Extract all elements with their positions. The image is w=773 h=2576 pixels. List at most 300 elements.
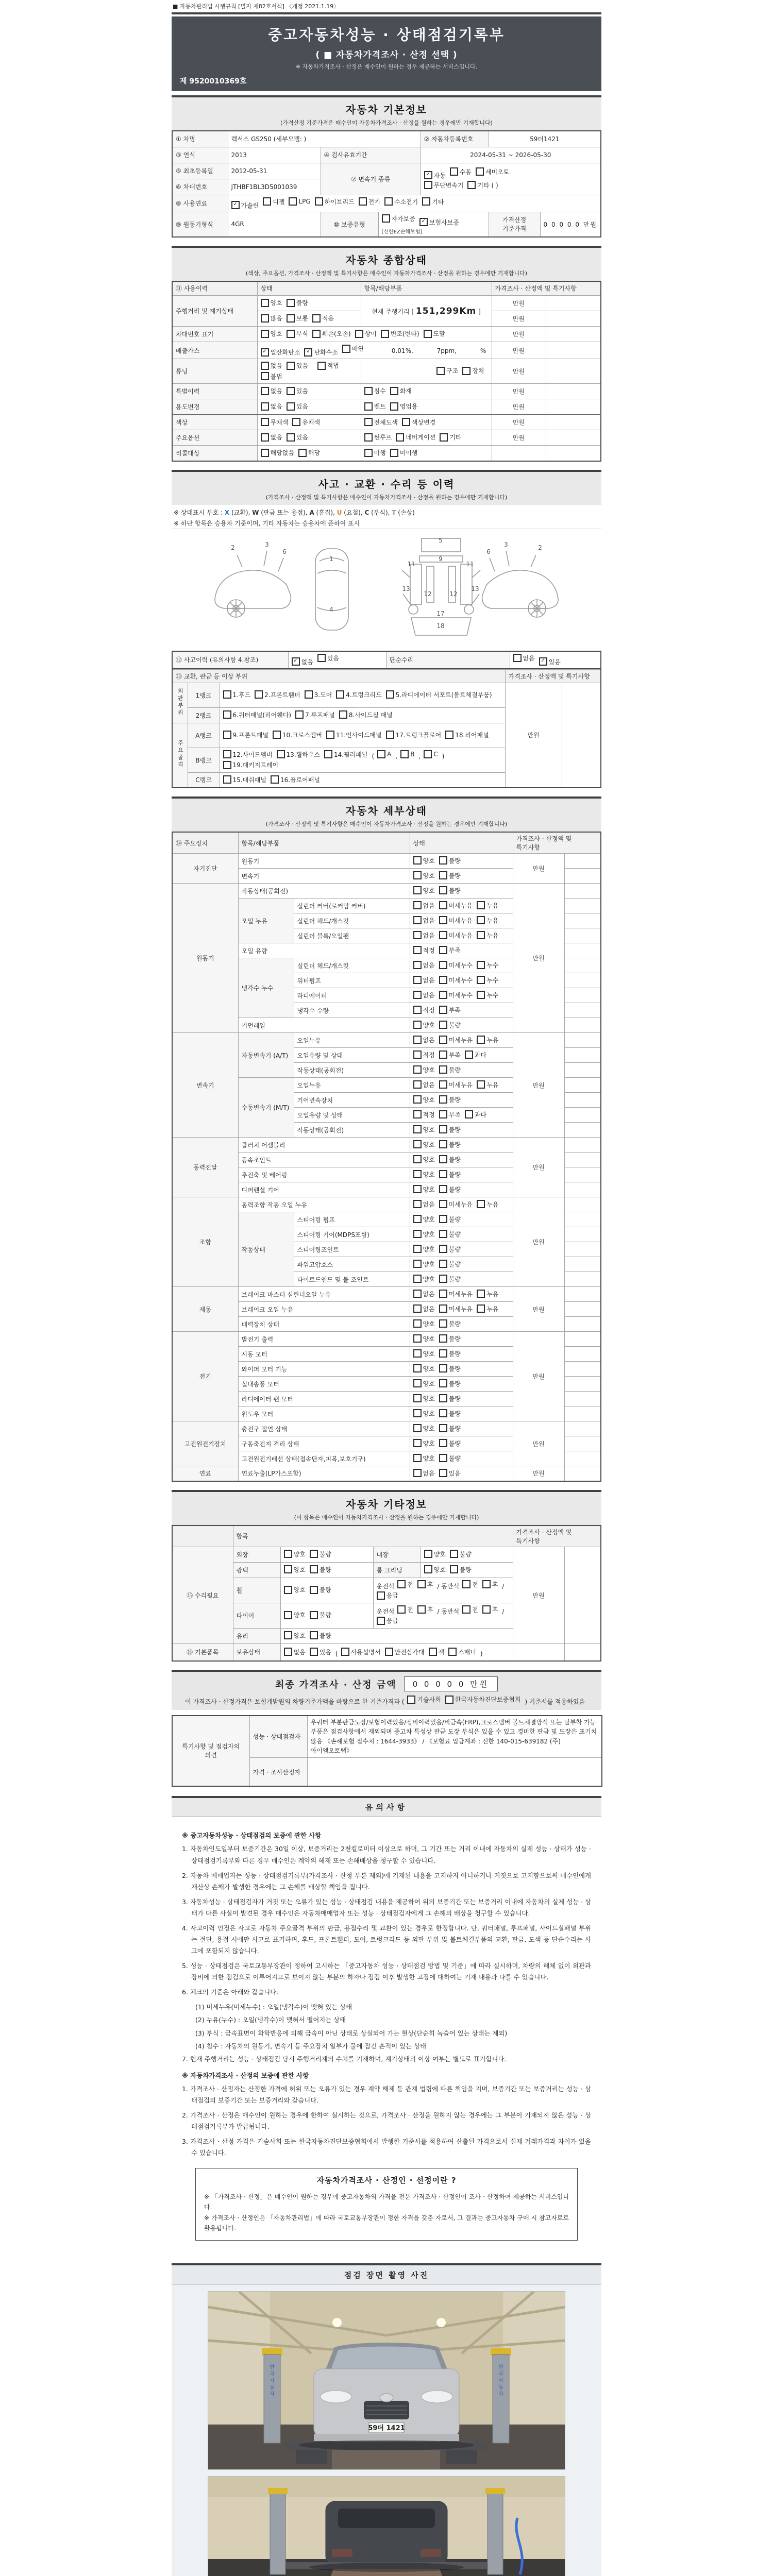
checkbox-box[interactable] — [261, 314, 269, 323]
checkbox-box[interactable] — [413, 1379, 422, 1387]
checkbox-box[interactable]: ✓ — [261, 348, 269, 357]
checkbox-box[interactable] — [450, 1550, 458, 1558]
checkbox-스패너[interactable] — [448, 1648, 476, 1656]
checkbox-미세누유[interactable] — [439, 901, 473, 910]
checkbox-box[interactable] — [287, 314, 295, 323]
checkbox-디젤[interactable] — [263, 197, 284, 206]
checkbox-있음[interactable] — [287, 386, 308, 395]
checkbox-box[interactable] — [439, 1230, 447, 1238]
checkbox-box[interactable] — [223, 750, 231, 758]
checkbox-렌트[interactable] — [364, 402, 386, 411]
checkbox-가솔린[interactable] — [231, 201, 259, 210]
checkbox-누수[interactable] — [477, 961, 498, 970]
checkbox-box[interactable] — [413, 1110, 422, 1118]
checkbox-box[interactable] — [450, 1565, 458, 1573]
checkbox-box[interactable] — [439, 1334, 447, 1343]
checkbox-box[interactable] — [223, 710, 231, 719]
checkbox-box[interactable] — [255, 690, 263, 699]
checkbox-box[interactable] — [336, 690, 344, 699]
checkbox-양호[interactable] — [413, 871, 435, 880]
checkbox-없음[interactable] — [413, 1290, 435, 1298]
checkbox-전[interactable] — [397, 1580, 413, 1589]
checkbox-box[interactable] — [355, 330, 363, 338]
checkbox-17.트렁크플로어[interactable] — [386, 731, 442, 739]
checkbox-box[interactable] — [364, 402, 373, 411]
checkbox-양호[interactable] — [413, 1349, 435, 1358]
checkbox-box[interactable] — [223, 761, 231, 769]
checkbox-box[interactable] — [448, 1648, 457, 1656]
checkbox-양호[interactable] — [424, 1565, 446, 1574]
checkbox-무채색[interactable] — [261, 418, 289, 427]
checkbox-box[interactable] — [310, 1550, 318, 1558]
checkbox-box[interactable] — [413, 886, 422, 894]
checkbox-box[interactable] — [439, 1394, 447, 1402]
checkbox-침수[interactable] — [364, 386, 386, 395]
checkbox-수소전기[interactable] — [384, 197, 418, 206]
checkbox-box[interactable] — [287, 330, 295, 338]
checkbox-box[interactable] — [439, 1424, 447, 1432]
checkbox-box[interactable] — [413, 916, 422, 924]
checkbox-없음[interactable] — [261, 433, 282, 442]
checkbox-box[interactable] — [305, 690, 313, 699]
checkbox-A[interactable] — [377, 750, 391, 758]
checkbox-box[interactable] — [417, 1605, 426, 1614]
checkbox-box[interactable] — [439, 886, 447, 894]
checkbox-box[interactable] — [359, 197, 367, 206]
checkbox-box[interactable] — [439, 1080, 447, 1089]
checkbox-14.필러패널[interactable] — [324, 750, 367, 759]
checkbox-탄화수소[interactable] — [304, 348, 338, 357]
checkbox-box[interactable] — [413, 871, 422, 879]
checkbox-기타 ( )[interactable] — [467, 181, 498, 190]
checkbox-box[interactable]: ✓ — [419, 218, 428, 226]
checkbox-box[interactable] — [292, 418, 300, 426]
checkbox-없음[interactable] — [413, 1304, 435, 1313]
checkbox-box[interactable] — [390, 402, 398, 411]
checkbox-box[interactable] — [310, 1586, 318, 1594]
checkbox-상이[interactable] — [355, 329, 377, 338]
checkbox-box[interactable] — [284, 1611, 292, 1619]
checkbox-불량[interactable] — [439, 1334, 461, 1343]
checkbox-box[interactable]: ✓ — [424, 171, 432, 179]
checkbox-box[interactable] — [261, 402, 269, 411]
checkbox-불량[interactable] — [439, 1230, 461, 1239]
checkbox-없음[interactable] — [413, 931, 435, 940]
checkbox-불량[interactable] — [439, 856, 461, 865]
checkbox-box[interactable] — [413, 1140, 422, 1148]
checkbox-box[interactable] — [439, 1215, 447, 1223]
checkbox-10.크로스멤버[interactable] — [273, 731, 322, 739]
checkbox-미세누유[interactable] — [439, 1080, 473, 1089]
checkbox-box[interactable] — [439, 1050, 447, 1059]
checkbox-box[interactable] — [287, 402, 295, 411]
checkbox-box[interactable]: ✓ — [231, 201, 240, 209]
checkbox-box[interactable] — [310, 1565, 318, 1573]
checkbox-box[interactable] — [477, 1200, 485, 1208]
checkbox-box[interactable] — [413, 1364, 422, 1372]
checkbox-있음[interactable] — [287, 402, 308, 411]
checkbox-많음[interactable] — [261, 314, 282, 323]
checkbox-box[interactable] — [477, 1036, 485, 1044]
checkbox-box[interactable] — [341, 1648, 349, 1656]
checkbox-불량[interactable] — [439, 1454, 461, 1463]
checkbox-부족[interactable] — [439, 946, 461, 955]
checkbox-box[interactable] — [439, 1065, 447, 1074]
checkbox-양호[interactable] — [413, 1170, 435, 1179]
checkbox-box[interactable] — [439, 1275, 447, 1283]
checkbox-box[interactable] — [312, 330, 321, 338]
checkbox-8.사이드실 패널[interactable] — [339, 710, 393, 719]
checkbox-불량[interactable] — [439, 871, 461, 880]
checkbox-box[interactable] — [287, 299, 295, 307]
checkbox-미이행[interactable] — [390, 448, 418, 457]
checkbox-box[interactable] — [284, 1550, 292, 1558]
checkbox-무단변속기[interactable] — [424, 181, 464, 190]
checkbox-불량[interactable] — [439, 1215, 461, 1224]
checkbox-box[interactable] — [413, 1290, 422, 1298]
checkbox-box[interactable] — [364, 387, 373, 395]
checkbox-없음[interactable] — [413, 1036, 435, 1044]
checkbox-box[interactable] — [477, 901, 485, 909]
checkbox-box[interactable] — [439, 901, 447, 909]
checkbox-box[interactable] — [284, 1648, 292, 1656]
checkbox-영업용[interactable] — [390, 402, 418, 411]
checkbox-미세누수[interactable] — [439, 961, 473, 970]
checkbox-불량[interactable] — [439, 1170, 461, 1179]
checkbox-누수[interactable] — [477, 976, 498, 985]
checkbox-box[interactable] — [377, 1617, 385, 1625]
checkbox-양호[interactable] — [413, 1379, 435, 1388]
checkbox-box[interactable] — [413, 1095, 422, 1104]
checkbox-훼손(오손)[interactable] — [312, 329, 351, 338]
checkbox-일산화탄소[interactable] — [261, 348, 300, 357]
checkbox-누유[interactable] — [477, 916, 498, 925]
checkbox-양호[interactable] — [284, 1550, 306, 1558]
checkbox-없음[interactable] — [413, 1080, 435, 1089]
checkbox-적정[interactable] — [413, 1006, 435, 1014]
checkbox-불량[interactable] — [439, 1260, 461, 1268]
checkbox-누유[interactable] — [477, 1290, 498, 1298]
checkbox-양호[interactable] — [413, 1185, 435, 1194]
checkbox-불량[interactable] — [439, 1424, 461, 1433]
checkbox-box[interactable] — [413, 1200, 422, 1208]
checkbox-미세누유[interactable] — [439, 931, 473, 940]
checkbox-없음[interactable] — [261, 361, 282, 370]
checkbox-장치[interactable] — [462, 366, 484, 375]
checkbox-box[interactable] — [385, 1648, 393, 1656]
checkbox-box[interactable] — [413, 1409, 422, 1417]
checkbox-box[interactable] — [439, 856, 447, 865]
checkbox-box[interactable] — [413, 1185, 422, 1193]
checkbox-box[interactable] — [263, 197, 271, 206]
checkbox-불량[interactable] — [439, 1065, 461, 1074]
checkbox-자가보증[interactable] — [382, 214, 415, 223]
checkbox-변조(변타)[interactable] — [381, 329, 419, 338]
checkbox-box[interactable] — [450, 167, 458, 176]
checkbox-양호[interactable] — [413, 1065, 435, 1074]
checkbox-box[interactable] — [396, 433, 404, 442]
checkbox-불량[interactable] — [439, 1155, 461, 1164]
checkbox-후[interactable] — [417, 1605, 433, 1614]
checkbox-box[interactable] — [407, 1696, 415, 1704]
checkbox-적정[interactable] — [413, 946, 435, 955]
checkbox-box[interactable] — [439, 1006, 447, 1014]
checkbox-불량[interactable] — [439, 1140, 461, 1149]
checkbox-불량[interactable] — [439, 1245, 461, 1253]
checkbox-box[interactable] — [364, 418, 373, 426]
checkbox-전기[interactable] — [359, 197, 380, 206]
checkbox-box[interactable] — [477, 976, 485, 984]
checkbox-양호[interactable] — [413, 1230, 435, 1239]
checkbox-box[interactable] — [413, 1245, 422, 1253]
checkbox-box[interactable] — [317, 654, 326, 662]
checkbox-미세누유[interactable] — [439, 1304, 473, 1313]
checkbox-불량[interactable] — [439, 1379, 461, 1388]
checkbox-box[interactable] — [439, 1364, 447, 1372]
checkbox-C[interactable] — [424, 750, 438, 758]
checkbox-부족[interactable] — [439, 1006, 461, 1014]
checkbox-box[interactable] — [223, 690, 231, 699]
checkbox-box[interactable] — [413, 1230, 422, 1238]
checkbox-양호[interactable] — [424, 1550, 446, 1558]
checkbox-box[interactable] — [413, 1349, 422, 1358]
checkbox-box[interactable] — [326, 731, 334, 739]
checkbox-box[interactable] — [382, 214, 390, 223]
checkbox-box[interactable] — [413, 946, 422, 954]
checkbox-전[interactable] — [462, 1580, 478, 1589]
checkbox-box[interactable] — [422, 197, 430, 206]
checkbox-양호[interactable] — [413, 1155, 435, 1164]
checkbox-box[interactable] — [477, 916, 485, 924]
checkbox-4.트렁크리드[interactable] — [336, 690, 381, 699]
checkbox-양호[interactable] — [413, 1454, 435, 1463]
checkbox-box[interactable] — [310, 1611, 318, 1619]
checkbox-기타[interactable] — [440, 433, 461, 442]
checkbox-양호[interactable] — [413, 1439, 435, 1448]
checkbox-없음[interactable] — [413, 916, 435, 925]
checkbox-후[interactable] — [417, 1580, 433, 1589]
checkbox-누유[interactable] — [477, 1304, 498, 1313]
checkbox-box[interactable] — [310, 1648, 318, 1656]
checkbox-11.인사이드패널[interactable] — [326, 731, 382, 739]
checkbox-불량[interactable] — [439, 1439, 461, 1448]
checkbox-box[interactable] — [439, 1304, 447, 1313]
checkbox-부족[interactable] — [439, 1110, 461, 1119]
checkbox-보통[interactable] — [287, 314, 308, 323]
checkbox-없음[interactable] — [413, 976, 435, 985]
checkbox-box[interactable] — [439, 946, 447, 954]
checkbox-불량[interactable] — [450, 1565, 472, 1574]
checkbox-양호[interactable] — [284, 1585, 306, 1594]
checkbox-box[interactable] — [413, 1006, 422, 1014]
checkbox-box[interactable] — [477, 1080, 485, 1089]
checkbox-box[interactable] — [271, 775, 279, 784]
checkbox-box[interactable] — [261, 372, 269, 380]
checkbox-box[interactable] — [439, 931, 447, 939]
checkbox-box[interactable] — [424, 330, 432, 338]
checkbox-box[interactable] — [261, 387, 269, 395]
checkbox-양호[interactable] — [413, 1424, 435, 1433]
checkbox-box[interactable] — [261, 330, 269, 338]
checkbox-box[interactable] — [261, 449, 269, 457]
checkbox-없음[interactable] — [413, 961, 435, 970]
checkbox-box[interactable] — [223, 731, 231, 739]
checkbox-box[interactable] — [295, 710, 304, 719]
checkbox-box[interactable] — [462, 1605, 470, 1614]
checkbox-box[interactable]: ✓ — [304, 348, 312, 357]
checkbox-없음[interactable] — [261, 402, 282, 411]
checkbox-box[interactable] — [477, 1290, 485, 1298]
checkbox-B[interactable] — [400, 750, 414, 758]
checkbox-없음[interactable] — [513, 654, 535, 663]
checkbox-불법[interactable] — [261, 372, 282, 381]
checkbox-box[interactable] — [439, 976, 447, 984]
checkbox-1.후드[interactable] — [223, 690, 251, 699]
checkbox-box[interactable] — [439, 1409, 447, 1417]
checkbox-미세누유[interactable] — [439, 1200, 473, 1209]
checkbox-box[interactable] — [439, 1185, 447, 1193]
checkbox-있음[interactable] — [539, 657, 561, 666]
checkbox-있음[interactable] — [317, 654, 339, 663]
checkbox-box[interactable] — [261, 299, 269, 307]
checkbox-9.프론트패널[interactable] — [223, 731, 268, 739]
checkbox-불량[interactable] — [439, 1021, 461, 1029]
checkbox-불량[interactable] — [310, 1585, 331, 1594]
checkbox-box[interactable] — [439, 1125, 447, 1133]
checkbox-box[interactable] — [413, 1439, 422, 1447]
checkbox-불량[interactable] — [310, 1565, 331, 1574]
checkbox-적정[interactable] — [413, 1110, 435, 1119]
checkbox-box[interactable] — [445, 1696, 453, 1704]
checkbox-불량[interactable] — [439, 1349, 461, 1358]
checkbox-box[interactable] — [413, 1021, 422, 1029]
checkbox-box[interactable] — [424, 181, 432, 189]
checkbox-box[interactable] — [482, 1580, 491, 1588]
checkbox-누유[interactable] — [477, 1036, 498, 1044]
checkbox-불량[interactable] — [439, 1394, 461, 1403]
checkbox-있음[interactable] — [287, 433, 308, 442]
checkbox-매연[interactable] — [342, 344, 364, 353]
checkbox-box[interactable] — [513, 654, 522, 662]
checkbox-box[interactable] — [364, 449, 373, 457]
checkbox-box[interactable] — [397, 1580, 406, 1588]
checkbox-box[interactable] — [400, 750, 409, 758]
checkbox-box[interactable] — [482, 1605, 491, 1614]
checkbox-box[interactable] — [429, 1648, 437, 1656]
checkbox-box[interactable] — [342, 345, 350, 353]
checkbox-누유[interactable] — [477, 1080, 498, 1089]
checkbox-box[interactable]: ✓ — [539, 657, 547, 666]
checkbox-box[interactable] — [465, 1110, 473, 1118]
checkbox-미세누수[interactable] — [439, 991, 473, 999]
checkbox-이행[interactable] — [364, 448, 386, 457]
checkbox-box[interactable] — [439, 1036, 447, 1044]
checkbox-box[interactable] — [439, 1454, 447, 1462]
checkbox-양호[interactable] — [413, 886, 435, 895]
checkbox-사용설명서[interactable] — [341, 1648, 381, 1656]
checkbox-전체도색[interactable] — [364, 418, 398, 427]
checkbox-5.라디에이터 서포트(볼트체결부품)[interactable] — [386, 690, 492, 699]
checkbox-불량[interactable] — [439, 1275, 461, 1283]
checkbox-box[interactable] — [298, 449, 307, 457]
checkbox-양호[interactable] — [413, 1364, 435, 1373]
checkbox-box[interactable] — [462, 367, 470, 375]
checkbox-양호[interactable] — [413, 1409, 435, 1418]
checkbox-후[interactable] — [482, 1605, 498, 1614]
checkbox-양호[interactable] — [284, 1565, 306, 1574]
checkbox-양호[interactable] — [413, 1140, 435, 1149]
checkbox-box[interactable] — [413, 1275, 422, 1283]
checkbox-미세누유[interactable] — [439, 1290, 473, 1298]
checkbox-없음[interactable] — [261, 386, 282, 395]
checkbox-box[interactable] — [386, 731, 394, 739]
checkbox-box[interactable] — [439, 1349, 447, 1358]
checkbox-적법[interactable] — [317, 361, 339, 370]
checkbox-box[interactable] — [477, 991, 485, 999]
checkbox-box[interactable] — [384, 197, 393, 206]
checkbox-box[interactable] — [413, 931, 422, 939]
checkbox-box[interactable] — [413, 1080, 422, 1089]
checkbox-box[interactable] — [413, 1304, 422, 1313]
checkbox-부족[interactable] — [439, 1050, 461, 1059]
checkbox-양호[interactable] — [413, 1394, 435, 1403]
checkbox-box[interactable] — [439, 961, 447, 969]
checkbox-세미오토[interactable] — [476, 167, 509, 176]
checkbox-box[interactable] — [439, 1110, 447, 1118]
checkbox-box[interactable] — [413, 856, 422, 865]
checkbox-box[interactable] — [324, 750, 332, 758]
checkbox-box[interactable] — [287, 433, 295, 442]
checkbox-box[interactable] — [377, 1591, 385, 1600]
checkbox-box[interactable] — [465, 1050, 473, 1059]
checkbox-box[interactable] — [386, 690, 394, 699]
checkbox-2.프론트휀더[interactable] — [255, 690, 300, 699]
checkbox-box[interactable] — [284, 1586, 292, 1594]
checkbox-양호[interactable] — [413, 1095, 435, 1104]
checkbox-불량[interactable] — [310, 1611, 331, 1619]
checkbox-box[interactable] — [261, 362, 269, 370]
checkbox-양호[interactable] — [413, 1215, 435, 1224]
checkbox-box[interactable] — [287, 387, 295, 395]
checkbox-없음[interactable] — [413, 1200, 435, 1209]
checkbox-box[interactable] — [312, 314, 321, 323]
checkbox-적정[interactable] — [413, 1050, 435, 1059]
checkbox-box[interactable] — [439, 1140, 447, 1148]
checkbox-도말[interactable] — [424, 329, 445, 338]
checkbox-불량[interactable] — [287, 298, 308, 307]
checkbox-양호[interactable] — [413, 1275, 435, 1283]
checkbox-양호[interactable] — [413, 1125, 435, 1134]
checkbox-box[interactable] — [289, 197, 297, 206]
checkbox-18.리어패널[interactable] — [445, 731, 489, 739]
checkbox-양호[interactable] — [284, 1611, 306, 1619]
checkbox-16.플로어패널[interactable] — [271, 775, 320, 784]
checkbox-보험사보증[interactable] — [419, 218, 459, 227]
checkbox-box[interactable] — [413, 1319, 422, 1328]
checkbox-box[interactable] — [273, 731, 281, 739]
checkbox-box[interactable] — [413, 901, 422, 909]
checkbox-3.도어[interactable] — [305, 690, 332, 699]
checkbox-box[interactable] — [261, 418, 269, 426]
checkbox-box[interactable] — [390, 387, 398, 395]
checkbox-box[interactable] — [477, 1304, 485, 1313]
checkbox-누유[interactable] — [477, 931, 498, 940]
checkbox-12.사이드멤버[interactable] — [223, 750, 273, 759]
checkbox-불량[interactable] — [439, 1364, 461, 1373]
checkbox-13.휠하우스[interactable] — [277, 750, 320, 759]
checkbox-box[interactable] — [277, 750, 285, 758]
checkbox-box[interactable] — [413, 961, 422, 969]
